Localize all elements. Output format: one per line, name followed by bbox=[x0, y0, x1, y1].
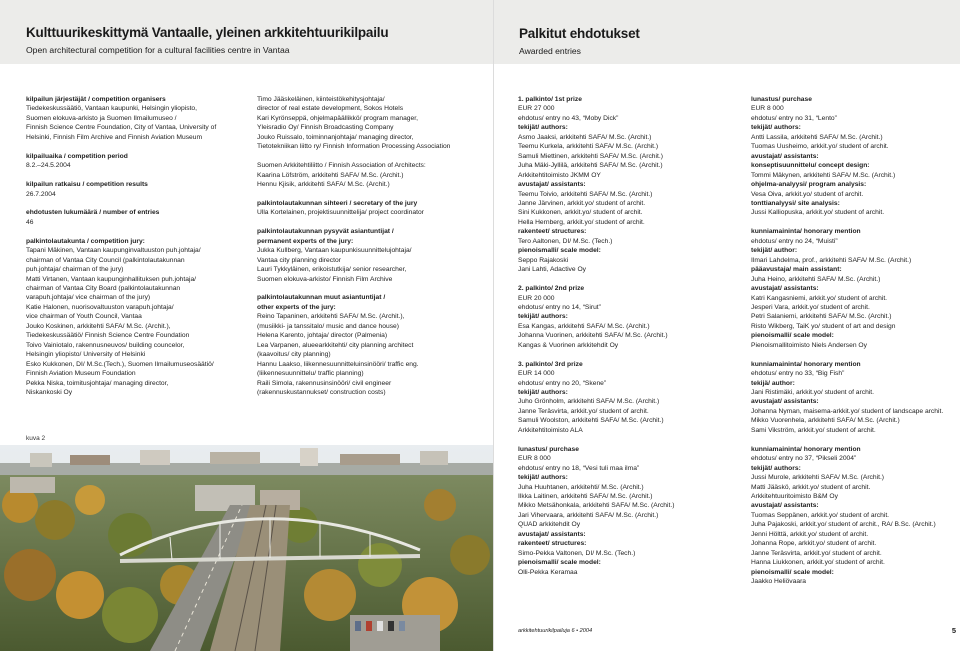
section-heading: avustajat/ assistants: bbox=[751, 152, 819, 160]
section-heading: kilpailun järjestäjät / competition organisers bbox=[26, 96, 166, 103]
line-spacer bbox=[26, 199, 246, 208]
text-line: Helena Karento, johtaja/ director (Palmenia) bbox=[257, 332, 388, 340]
text-line: ehdotus/ entry no 31, “Lento” bbox=[751, 114, 837, 122]
text-line: Jouko Koskinen, arkkitehti SAFA/ M.Sc. (Archit.), bbox=[26, 322, 171, 330]
text-line: Lea Varpanen, alueearkkitehti/ city planning architect bbox=[257, 341, 414, 349]
section-heading: palkintolautakunta / competition jury: bbox=[26, 237, 145, 245]
text-line: Tero Aaltonen, DI/ M.Sc. (Tech.) bbox=[518, 237, 613, 245]
line-spacer bbox=[751, 350, 956, 359]
text-line: Katri Kangasniemi, arkkit.yo/ student of archit. bbox=[751, 294, 888, 302]
section-heading: konseptisuunnittelu/ concept design: bbox=[751, 162, 870, 170]
section-heading: tekijät/ authors: bbox=[518, 124, 568, 132]
section-heading: pääavustaja/ main assistant: bbox=[751, 266, 842, 274]
text-line: (musiikki- ja tanssitalo/ music and dance house) bbox=[257, 322, 399, 330]
line-spacer bbox=[26, 227, 246, 236]
text-line: Niskankoski Oy bbox=[26, 388, 73, 396]
text-line: Sini Kukkonen, arkkit.yo/ student of archit. bbox=[518, 209, 643, 217]
section-heading: avustajat/ assistants: bbox=[751, 398, 819, 406]
line-spacer bbox=[257, 218, 487, 227]
text-line: Vantaa city planning director bbox=[257, 256, 341, 264]
section-heading: permanent experts of the jury: bbox=[257, 237, 354, 245]
text-line: Juho Grönholm, arkkitehti SAFA/ M.Sc. (Archit.) bbox=[518, 398, 660, 406]
section-heading: kilpailuaika / competition period bbox=[26, 152, 128, 160]
text-line: Tietotekniikan liitto ry/ Finnish Information Processing Association bbox=[257, 143, 451, 151]
text-line: Pienoismallitoimisto Niels Andersen Oy bbox=[751, 341, 867, 349]
section-heading: other experts of the jury: bbox=[257, 303, 336, 311]
text-line: Ulla Kortelainen, projektisuunnittelija/ project coordinator bbox=[257, 209, 424, 217]
section-heading: tekijä/ author: bbox=[751, 379, 795, 387]
text-line: director of real estate development, Sokos Hotels bbox=[257, 105, 404, 113]
text-line: Jani Ristimäki, arkkit.yo/ student of archit. bbox=[751, 389, 875, 397]
text-line: Kaarina Löfström, arkkitehti SAFA/ M.Sc. (Archit.) bbox=[257, 171, 404, 179]
section-heading: rakenteet/ structures: bbox=[518, 228, 587, 236]
purchases-mentions-column bbox=[751, 95, 956, 587]
section-heading: pienoismalli/ scale model: bbox=[751, 568, 834, 576]
text-line: Arkkitehtitoimisto JKMM OY bbox=[518, 171, 601, 179]
text-line: Johanna Nyman, maisema-arkkit.yo/ student of landscape archit. bbox=[751, 407, 944, 415]
line-spacer bbox=[257, 190, 487, 199]
prizes-column bbox=[518, 95, 738, 577]
text-line: Ilmari Lahdelma, prof., arkkitehti SAFA/ M.Sc. (Archit.) bbox=[751, 256, 912, 264]
text-line: chairman of Vantaa City Council (palkintolautakunnan bbox=[26, 256, 185, 264]
text-line: Hella Hernberg, arkkit.yo/ student of archit. bbox=[518, 218, 645, 226]
text-line: Arkkitehtitoimisto ALA bbox=[518, 426, 583, 434]
text-line: Arkkitehtuuritoimisto B&M Oy bbox=[751, 492, 838, 500]
section-heading: avustajat/ assistants: bbox=[751, 285, 819, 293]
text-line: Tiedekeskussäätiö/ Finnish Science Centre Foundation bbox=[26, 332, 190, 340]
text-line: Asmo Jaaksi, arkkitehti SAFA/ M.Sc. (Archit.) bbox=[518, 133, 652, 141]
section-heading: palkintolautakunnan muut asiantuntijat / bbox=[257, 294, 386, 302]
text-line: Jesperi Vara, arkkit.yo/ student of archit. bbox=[751, 303, 870, 311]
text-line: Yleisradio Oy/ Finnish Broadcasting Company bbox=[257, 124, 394, 132]
organisers-column bbox=[26, 95, 246, 397]
text-line: Samuli Woolston, arkkitehti SAFA/ M.Sc. (Archit.) bbox=[518, 417, 664, 425]
text-line: Lauri Tykkyläinen, erikoistutkija/ senior researcher, bbox=[257, 266, 407, 274]
section-heading: tekijät/ author: bbox=[751, 247, 798, 255]
text-line: Janne Teräsvirta, arkkit.yo/ student of archit. bbox=[518, 407, 649, 415]
text-line: Johanna Rope, arkkit.yo/ student of archit. bbox=[751, 540, 877, 548]
text-line: Jussi Murole, arkkitehti SAFA/ M.Sc. (Archit.) bbox=[751, 474, 885, 482]
text-line: (rakennuskustannukset/ construction costs) bbox=[257, 388, 386, 396]
section-heading: ohjelma-analyysi/ program analysis: bbox=[751, 181, 867, 189]
text-line: Jaakko Heliövaara bbox=[751, 578, 807, 586]
section-heading: 3. palkinto/ 3rd prize bbox=[518, 360, 583, 368]
text-line: Helsinki, Finnish Film Archive and Finnish Aviation Museum bbox=[26, 133, 203, 141]
line-spacer bbox=[26, 171, 246, 180]
text-line: Esko Kukkonen, DI/ M.Sc.(Tech.), Suomen Ilmailumuseosäätiö/ bbox=[26, 360, 214, 368]
text-line: ehdotus/ entry no 43, “Moby Dick” bbox=[518, 114, 619, 122]
section-heading: kilpailun ratkaisu / competition results bbox=[26, 181, 148, 189]
section-title: Palkitut ehdotukset bbox=[519, 26, 640, 41]
section-heading: tekijät/ authors: bbox=[518, 313, 568, 321]
site-aerial-photo bbox=[0, 445, 493, 651]
text-line: Jouko Ruissalo, toiminnanjohtaja/ managing director, bbox=[257, 133, 414, 141]
section-heading: pienoismalli/ scale model: bbox=[751, 332, 834, 340]
photo-caption: kuva 2 bbox=[26, 435, 46, 442]
text-line: Sami Vikström, arkkit.yo/ student of archit. bbox=[751, 426, 876, 434]
text-line: Jussi Kalliopuska, arkkit.yo/ student of archit. bbox=[751, 209, 885, 217]
text-line: 8.2.–24.5.2004 bbox=[26, 162, 71, 170]
page-number: 5 bbox=[951, 626, 956, 635]
text-line: Vesa Oiva, arkkit.yo/ student of archit. bbox=[751, 190, 864, 198]
text-line: EUR 27 000 bbox=[518, 105, 555, 113]
text-line: Samuli Miettinen, arkkitehti SAFA/ M.Sc. (Archit.) bbox=[518, 152, 663, 160]
text-line: Hanna Liukkonen, arkkit.yo/ student of archit. bbox=[751, 559, 885, 567]
line-spacer bbox=[257, 284, 487, 293]
text-line: Seppo Rajakoski bbox=[518, 256, 569, 264]
text-line: EUR 8 000 bbox=[751, 105, 784, 113]
text-line: Matti Jääskö, arkkit.yo/ student of archit. bbox=[751, 483, 871, 491]
section-heading: kunniamaininta/ honorary mention bbox=[751, 360, 861, 368]
section-heading: tekijät/ authors: bbox=[751, 464, 801, 472]
text-line: EUR 14 000 bbox=[518, 370, 555, 378]
text-line: ehdotus/ entry no 20, “Skene” bbox=[518, 379, 607, 387]
section-heading: avustajat/ assistants: bbox=[518, 181, 586, 189]
text-line: Suomen Arkkitehtiliitto / Finnish Association of Architects: bbox=[257, 162, 426, 170]
text-line: Simo-Pekka Valtonen, DI/ M.Sc. (Tech.) bbox=[518, 549, 636, 557]
text-line: Kari Kyrönseppä, ohjelmapäällikkö/ program manager, bbox=[257, 114, 418, 122]
text-line: Tiedekeskussäätiö, Vantaan kaupunki, Helsingin yliopisto, bbox=[26, 105, 198, 113]
line-spacer bbox=[257, 152, 487, 161]
text-line: ehdotus/ entry no 33, “Big Fish” bbox=[751, 370, 845, 378]
text-line: varapuh.johtaja/ vice chairman of the jury) bbox=[26, 294, 151, 302]
text-line: Tommi Mäkynen, arkkitehti SAFA/ M.Sc. (Archit.) bbox=[751, 171, 896, 179]
text-line: Raili Simola, rakennusinsinööri/ civil engineer bbox=[257, 379, 392, 387]
text-line: Juha Pajakoski, arkkit.yo/ student of archit., RA/ B.Sc. (Archit.) bbox=[751, 521, 936, 529]
text-line: 26.7.2004 bbox=[26, 190, 56, 198]
text-line: Teemu Kurkela, arkkitehti SAFA/ M.Sc. (Archit.) bbox=[518, 143, 659, 151]
text-line: Janne Teräsvirta, arkkit.yo/ student of archit. bbox=[751, 549, 882, 557]
section-heading: lunastus/ purchase bbox=[518, 445, 579, 453]
section-heading: kunniamaininta/ honorary mention bbox=[751, 445, 861, 453]
page-subtitle: Open architectural competition for a cultural facilities centre in Vantaa bbox=[26, 45, 290, 55]
text-line: vice chairman of Youth Council, Vantaa bbox=[26, 313, 142, 321]
section-heading: tekijät/ authors: bbox=[751, 124, 801, 132]
text-line: Tuomas Uusheimo, arkkit.yo/ student of archit. bbox=[751, 143, 889, 151]
section-heading: tekijät/ authors: bbox=[518, 389, 568, 397]
text-line: Juha Mäki-Jyllilä, arkkitehti SAFA/ M.Sc. (Archit.) bbox=[518, 162, 663, 170]
section-heading: tonttianalyysi/ site analysis: bbox=[751, 199, 840, 207]
section-heading: kunniamaininta/ honorary mention bbox=[751, 228, 861, 236]
text-line: Jukka Kullberg, Vantaan kaupunkisuunnittelujohtaja/ bbox=[257, 247, 412, 255]
section-heading: pienoismalli/ scale model: bbox=[518, 559, 601, 567]
section-heading: avustajat/ assistants: bbox=[751, 502, 819, 510]
text-line: Juha Huuhtanen, arkkitehti/ M.Sc. (Archit.) bbox=[518, 483, 644, 491]
text-line: Mikko Metsähonkala, arkkitehti SAFA/ M.Sc. (Archit.) bbox=[518, 502, 675, 510]
text-line: Jani Lahti, Adactive Oy bbox=[518, 266, 587, 274]
text-line: Petri Salaniemi, arkkitehti SAFA/ M.Sc. (Archit.) bbox=[751, 313, 892, 321]
text-line: Finnish Aviation Museum Foundation bbox=[26, 370, 136, 378]
text-line: ehdotus/ entry no 37, “Pikseli 2004” bbox=[751, 455, 857, 463]
text-line: Jari Vihervaara, arkkitehti SAFA/ M.Sc. (Archit.) bbox=[518, 511, 659, 519]
text-line: Suomen elokuva-arkisto/ Finnish Film Archive bbox=[257, 275, 393, 283]
text-line: Olli-Pekka Keramaa bbox=[518, 568, 578, 576]
text-line: Antti Lassila, arkkitehti SAFA/ M.Sc. (Archit.) bbox=[751, 133, 883, 141]
text-line: (kaavoitus/ city planning) bbox=[257, 351, 331, 359]
text-line: EUR 20 000 bbox=[518, 294, 555, 302]
text-line: Tapani Mäkinen, Vantaan kaupunginvaltuuston puh.johtaja/ bbox=[26, 247, 201, 255]
section-heading: ehdotusten lukumäärä / number of entries bbox=[26, 209, 160, 217]
text-line: Esa Kangas, arkkitehti SAFA/ M.Sc. (Archit.) bbox=[518, 322, 650, 330]
jury-column bbox=[257, 95, 487, 397]
section-heading: palkintolautakunnan sihteeri / secretary of the jury bbox=[257, 199, 418, 207]
text-line: Katie Halonen, nuorisovaltuuston varapuh.johtaja/ bbox=[26, 303, 174, 311]
text-line: Janne Järvinen, arkkit.yo/ student of archit. bbox=[518, 199, 646, 207]
line-spacer bbox=[518, 435, 738, 444]
section-heading: 1. palkinto/ 1st prize bbox=[518, 96, 582, 103]
section-heading: pienoismalli/ scale model: bbox=[518, 247, 601, 255]
text-line: (liikennesuunnittelu/ traffic planning) bbox=[257, 370, 364, 378]
text-line: EUR 8 000 bbox=[518, 455, 551, 463]
line-spacer bbox=[518, 350, 738, 359]
text-line: Helsingin yliopisto/ University of Helsinki bbox=[26, 351, 146, 359]
text-line: ehdotus/ entry no 24, “Muisti” bbox=[751, 237, 838, 245]
text-line: Tuomas Seppänen, arkkit.yo/ student of archit. bbox=[751, 511, 890, 519]
text-line: Hennu Kjisik, arkkitehti SAFA/ M.Sc. (Archit.) bbox=[257, 181, 390, 189]
line-spacer bbox=[518, 275, 738, 284]
line-spacer bbox=[751, 218, 956, 227]
line-spacer bbox=[751, 435, 956, 444]
text-line: Jenni Hölttä, arkkit.yo/ student of archit. bbox=[751, 530, 869, 538]
text-line: Finnish Science Centre Foundation, City of Vantaa, University of bbox=[26, 124, 217, 132]
section-heading: 2. palkinto/ 2nd prize bbox=[518, 285, 585, 293]
text-line: Timo Jääskeläinen, kiinteistökehitysjohtaja/ bbox=[257, 96, 385, 103]
text-line: Toivo Vainiotalo, rakennusneuvos/ building councelor, bbox=[26, 341, 185, 349]
text-line: ehdotus/ entry no 18, “Vesi tuli maa ilma” bbox=[518, 464, 640, 472]
line-spacer bbox=[26, 142, 246, 151]
text-line: Mikko Vuorenhela, arkkitehti SAFA/ M.Sc. (Archit.) bbox=[751, 417, 900, 425]
section-heading: palkintolautakunnan pysyvät asiantuntijat / bbox=[257, 228, 394, 236]
text-line: puh.johtaja/ chairman of the jury) bbox=[26, 266, 124, 274]
text-line: Suomen elokuva-arkisto ja Suomen Ilmailumuseo / bbox=[26, 114, 177, 122]
section-subtitle: Awarded entries bbox=[519, 46, 581, 56]
text-line: Juha Heino, arkkitehti SAFA/ M.Sc. (Archit.) bbox=[751, 275, 881, 283]
publication-footer: arkkitehtuurikilpailuja 6 • 2004 bbox=[518, 628, 593, 634]
section-heading: lunastus/ purchase bbox=[751, 96, 812, 103]
text-line: ehdotus/ entry no 14, “Sirut” bbox=[518, 303, 601, 311]
text-line: chairman of Vantaa City Board (palkintolautakunnan bbox=[26, 285, 181, 292]
text-line: 46 bbox=[26, 218, 34, 226]
text-line: QUAD arkkitehdit Oy bbox=[518, 521, 581, 529]
text-line: Ilkka Laitinen, arkkitehti SAFA/ M.Sc. (Archit.) bbox=[518, 492, 653, 500]
page-title: Kulttuurikeskittymä Vantaalle, yleinen arkkitehtuurikilpailu bbox=[26, 25, 389, 40]
text-line: Reino Tapaninen, arkkitehti SAFA/ M.Sc. (Archit.), bbox=[257, 313, 405, 321]
section-heading: avustajat/ assistants: bbox=[518, 530, 586, 538]
text-line: Matti Virtanen, Vantaan kaupunginhallituksen puh.johtaja/ bbox=[26, 275, 197, 283]
text-line: Risto Wikberg, TaiK yo/ student of art and design bbox=[751, 322, 896, 330]
text-line: Johanna Vuorinen, arkkitehti SAFA/ M.Sc. (Archit.) bbox=[518, 332, 668, 340]
text-line: Pekka Niska, toimitusjohtaja/ managing director, bbox=[26, 379, 169, 387]
section-heading: tekijät/ authors: bbox=[518, 474, 568, 482]
text-line: Hannu Laakso, liikennesuunnitteluinsinööri/ traffic eng. bbox=[257, 360, 419, 368]
text-line: Teemu Toivio, arkkitehti SAFA/ M.Sc. (Archit.) bbox=[518, 190, 653, 198]
text-line: Kangas & Vuorinen arkkitehdit Oy bbox=[518, 341, 619, 349]
section-heading: rakenteet/ structures: bbox=[518, 540, 587, 548]
